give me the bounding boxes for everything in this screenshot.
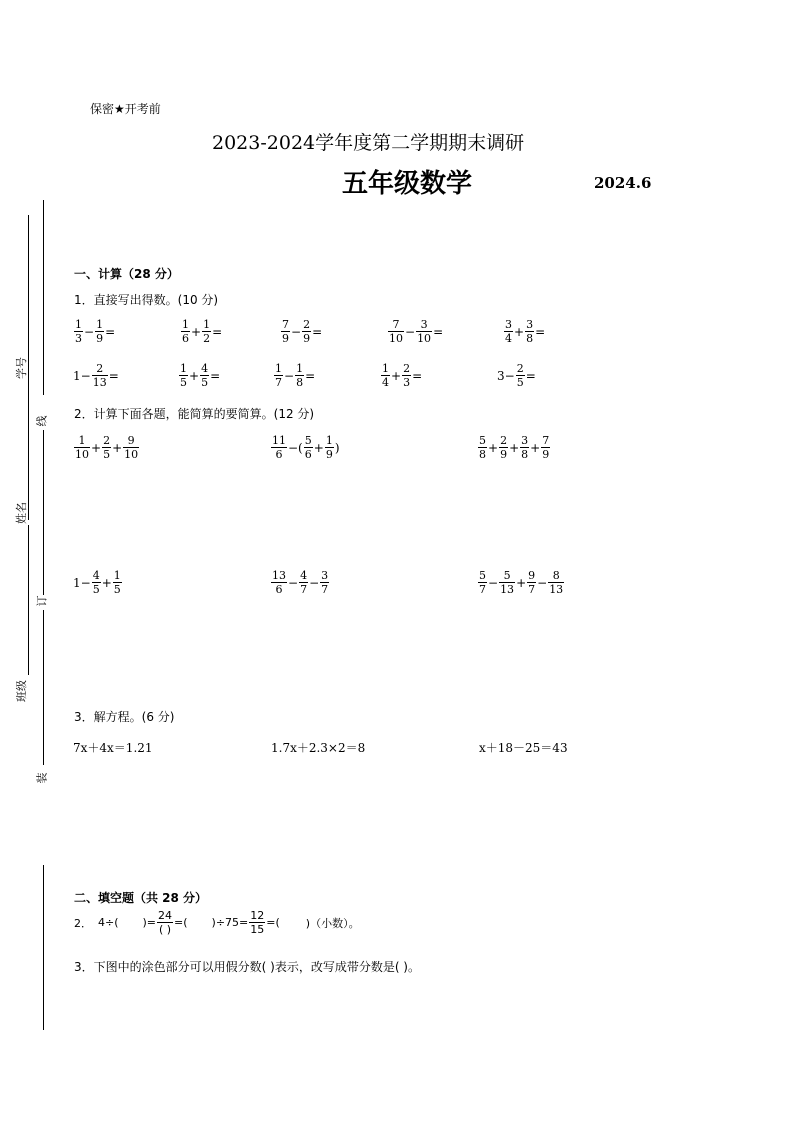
seal-mark: 装 — [35, 772, 49, 784]
exam-date: 2024.6 — [594, 174, 652, 192]
q1-expr-9: $\frac{1}{4}$ + $\frac{2}{3}$ = — [382, 362, 423, 389]
q1-expr-5: $\frac{3}{4}$ + $\frac{3}{8}$ = — [505, 318, 546, 345]
margin-line-top — [43, 200, 44, 395]
q2-label: 2．计算下面各题，能简算的要简算。(12 分) — [74, 407, 315, 421]
q1-expr-10: 3− $\frac{2}{5}$ = — [497, 362, 536, 389]
margin-line-bottom — [43, 865, 44, 1030]
q1-expr-6: 1− $\frac{2}{13}$ = — [73, 362, 119, 389]
q2-expr-5: $\frac{13}{6}$ − $\frac{4}{7}$ − $\frac{3}{7}$ — [272, 569, 329, 596]
class-label: 班级 — [15, 680, 28, 702]
subject-title: 五年级数学 — [342, 169, 473, 199]
equation-2: 1.7x＋2.3×2＝8 — [271, 741, 366, 755]
q1-label: 1．直接写出得数。(10 分) — [74, 293, 219, 307]
q3-label: 3．解方程。(6 分) — [74, 710, 175, 724]
q2-expr-6: $\frac{5}{7}$ − $\frac{5}{13}$ + $\frac{9}{7}$ − $\frac{8}{13}$ — [479, 569, 564, 596]
section1-heading: 一、计算（28 分） — [74, 267, 179, 281]
exam-title: 2023-2024学年度第二学期期末调研 — [212, 132, 525, 154]
q2-expr-2: $\frac{11}{6}$ −( $\frac{5}{6}$ + $\frac{1}{9}$ ) — [272, 434, 340, 461]
q1-expr-2: $\frac{1}{6}$ + $\frac{1}{2}$ = — [182, 318, 223, 345]
name-label: 姓名 — [15, 502, 28, 524]
margin-line-mid — [43, 430, 44, 595]
q1-expr-8: $\frac{1}{7}$ − $\frac{1}{8}$ = — [275, 362, 316, 389]
student-id-label: 学号 — [15, 357, 28, 379]
q2-expr-3: $\frac{5}{8}$ + $\frac{2}{9}$ + $\frac{3}{8}$ + $\frac{7}{9}$ — [479, 434, 550, 461]
q2-expr-4: 1− $\frac{4}{5}$ + $\frac{1}{5}$ — [73, 569, 121, 596]
confidential-label: 保密★开考前 — [90, 102, 161, 116]
q1-expr-3: $\frac{7}{9}$ − $\frac{2}{9}$ = — [282, 318, 323, 345]
margin-line-lower — [43, 610, 44, 765]
q1-expr-7: $\frac{1}{5}$ + $\frac{4}{5}$ = — [180, 362, 221, 389]
field-line-class — [28, 525, 29, 675]
q1-expr-1: $\frac{1}{3}$ − $\frac{1}{9}$ = — [75, 318, 116, 345]
section2-heading: 二、填空题（共 28 分） — [74, 891, 208, 905]
equation-1: 7x＋4x＝1.21 — [73, 741, 153, 755]
q1-expr-4: $\frac{7}{10}$ − $\frac{3}{10}$ = — [389, 318, 444, 345]
fill-q3: 3．下图中的涂色部分可以用假分数( )表示，改写成带分数是( )。 — [74, 960, 420, 974]
fill-q2: 2． 4÷( )= $\frac{24}{( )}$ =( )÷75= $\frac{12}{15}$ =( )（小数）。 — [74, 909, 360, 936]
equation-3: x＋18－25＝43 — [479, 741, 568, 755]
q2-expr-1: $\frac{1}{10}$ + $\frac{2}{5}$ + $\frac{9}{10}$ — [75, 434, 139, 461]
line-mark: 线 — [35, 415, 49, 427]
bind-mark: 订 — [35, 595, 49, 607]
